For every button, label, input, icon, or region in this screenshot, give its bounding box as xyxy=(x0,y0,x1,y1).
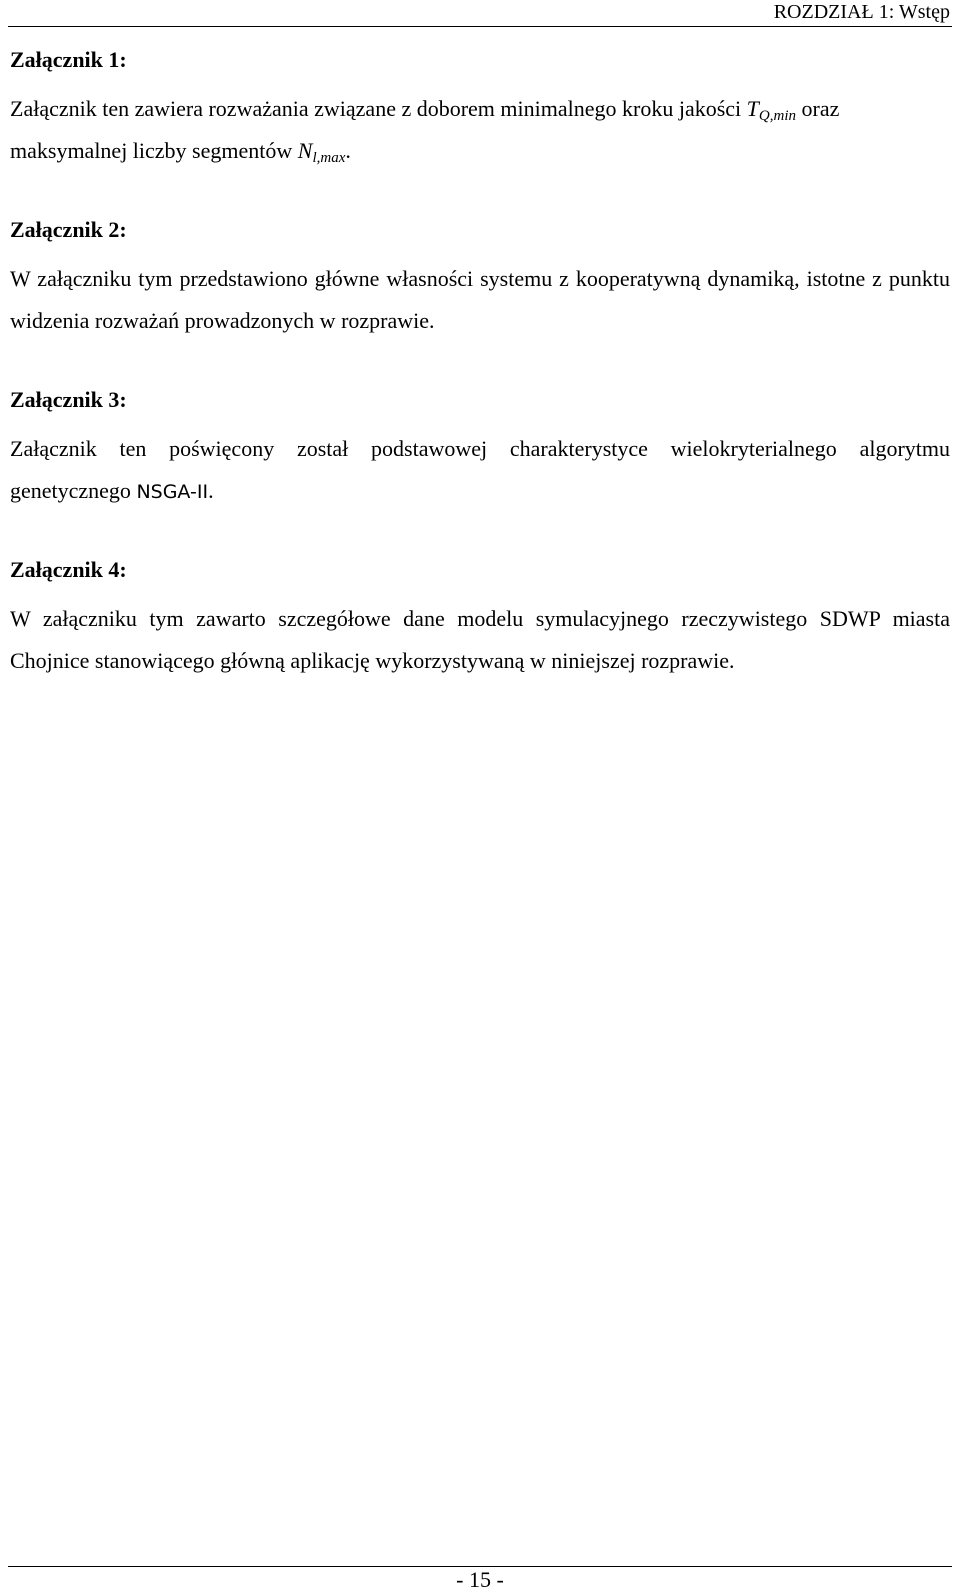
appendix-2-title: Załącznik 2: xyxy=(10,217,127,242)
n-l-max-subscript: l,max xyxy=(312,150,346,166)
appendix-1-text-b: oraz maksymalnej liczby segmentów xyxy=(10,96,840,163)
appendix-1-text-a: Załącznik ten zawiera rozważania związane z doborem minimalnego kroku jakości xyxy=(10,96,747,121)
appendix-2-body: W załączniku tym przedstawiono główne własności systemu z kooperatywną dynamiką, istotne z punktu widzenia rozważań prowadzonych w rozprawie. xyxy=(10,266,950,333)
appendix-3-text: Załącznik ten poświęcony został podstawowej charakterystyce wielokryterialnego algorytmu genetycznego xyxy=(10,436,950,503)
appendix-3 xyxy=(10,388,950,513)
appendix-3-body xyxy=(10,428,950,513)
header-divider xyxy=(8,26,952,27)
appendix-2 xyxy=(10,218,950,342)
appendix-4-body: W załączniku tym zawarto szczegółowe dane modelu symulacyjnego rzeczywistego SDWP miasta Chojnice stanowiącego główną aplikację wykorzystywaną w niniejszej rozprawie. xyxy=(10,606,950,673)
appendix-1 xyxy=(10,48,950,172)
nsga-ii-label: NSGA-II xyxy=(136,481,209,503)
appendix-4-title: Załącznik 4: xyxy=(10,557,127,582)
t-q-min-subscript: Q,min xyxy=(758,108,796,124)
appendix-1-text-end: . xyxy=(345,138,351,163)
t-q-min-symbol: T xyxy=(746,96,759,121)
appendix-1-title: Załącznik 1: xyxy=(10,47,127,72)
page-number: - 15 - xyxy=(456,1567,504,1592)
appendix-1-body xyxy=(10,88,950,172)
appendix-3-title: Załącznik 3: xyxy=(10,387,127,412)
running-header: ROZDZIAŁ 1: Wstęp xyxy=(773,1,950,23)
appendix-3-text-end: . xyxy=(208,478,214,503)
appendix-4 xyxy=(10,558,950,682)
n-l-max-symbol: N xyxy=(297,138,313,163)
